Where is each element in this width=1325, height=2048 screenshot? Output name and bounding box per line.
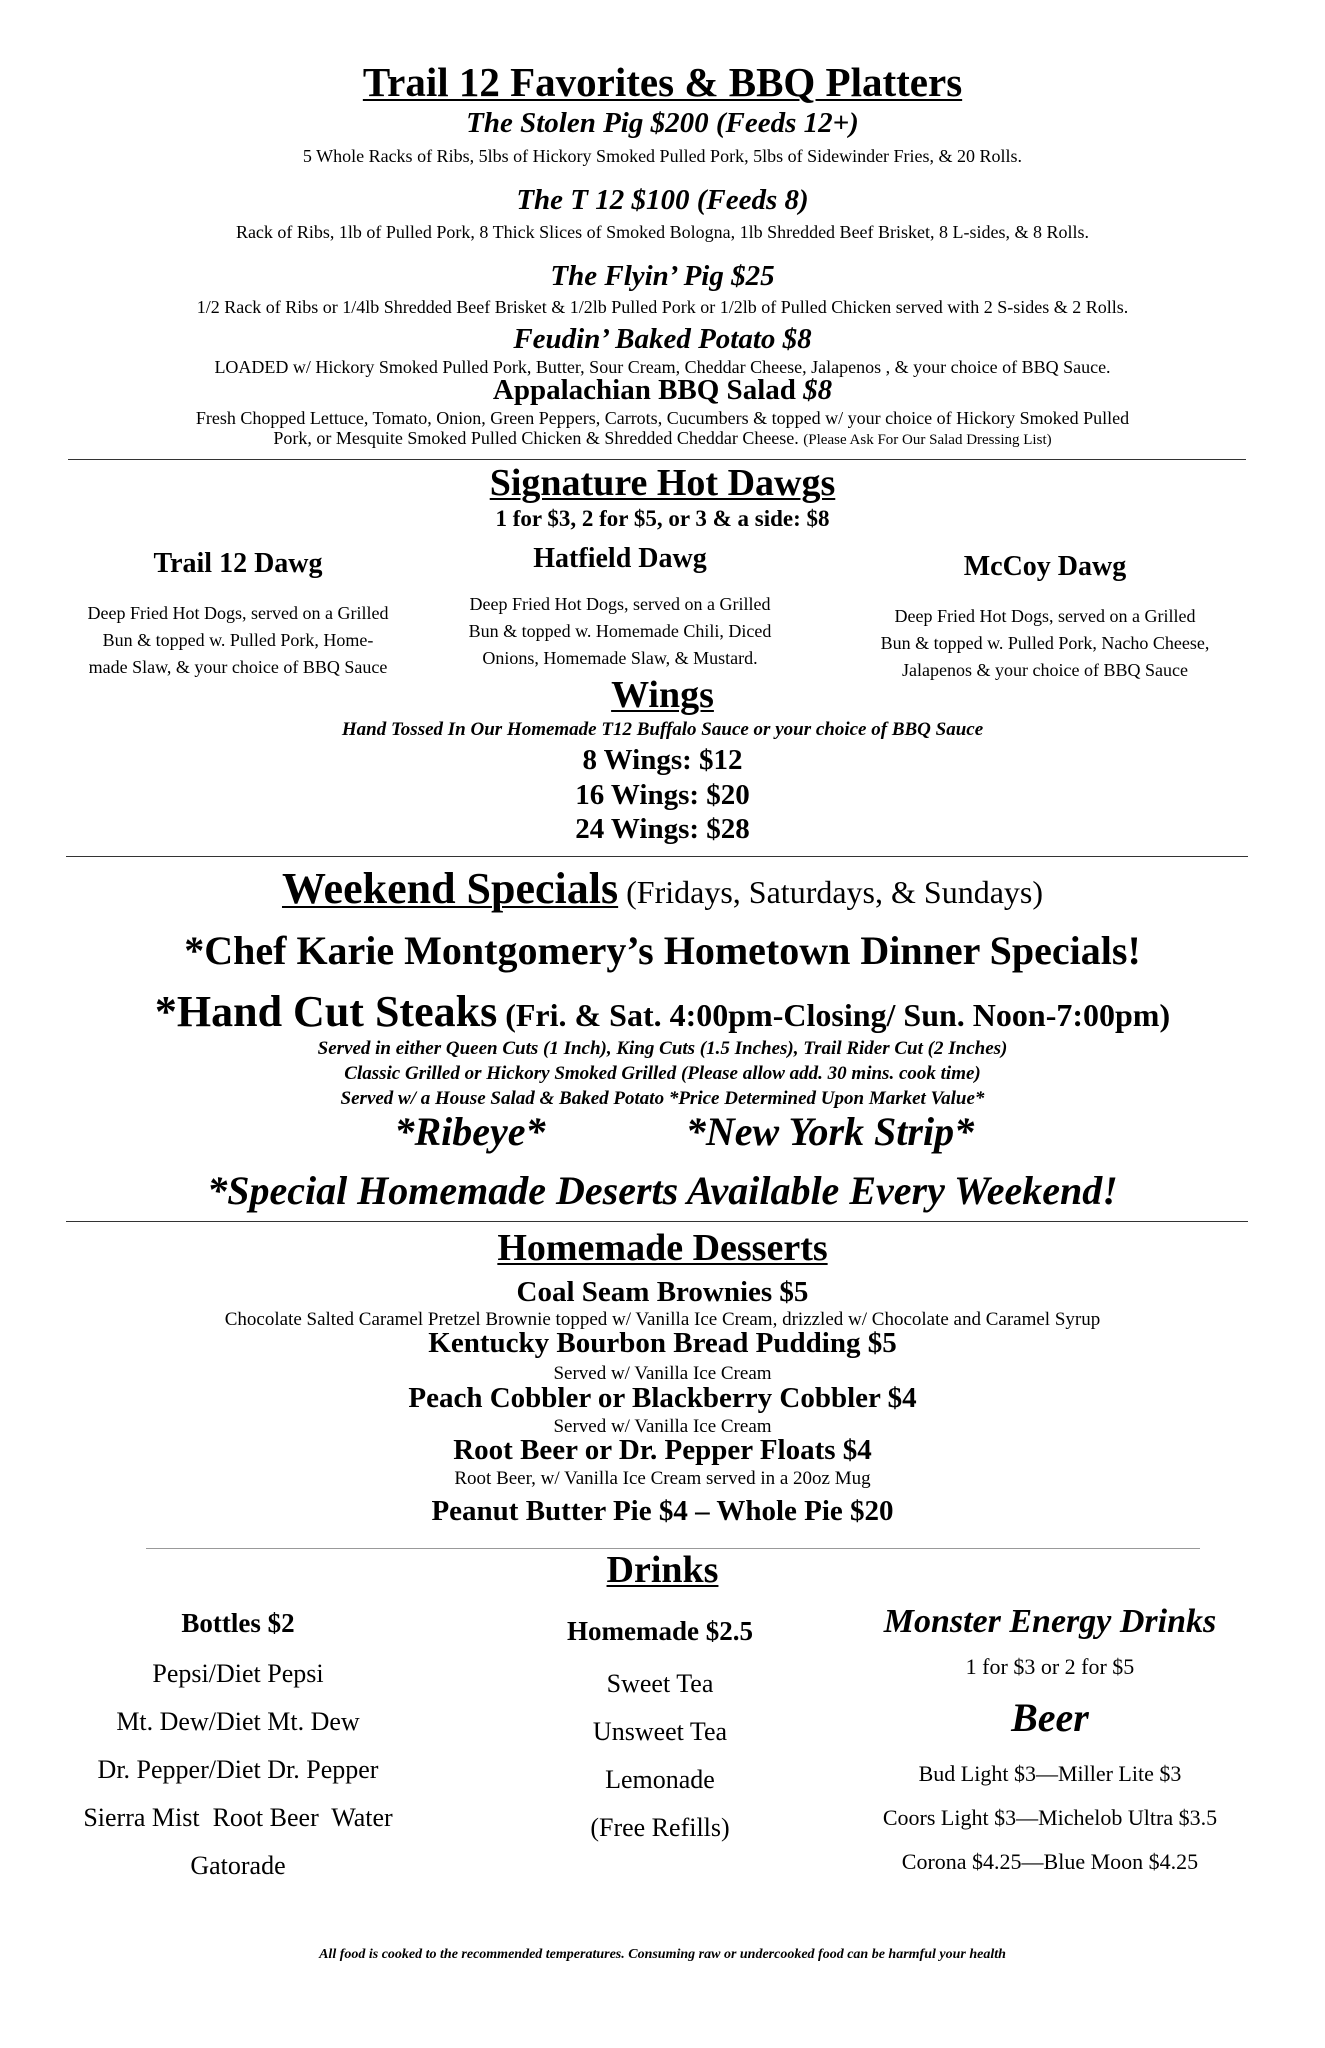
footer-disclaimer: All food is cooked to the recommended temperatures. Consuming raw or undercooked food can be harmful your health: [319, 1947, 1006, 1962]
wings-title: Wings: [611, 674, 714, 716]
salad-name: Appalachian BBQ Salad: [492, 374, 796, 406]
wings-option: 8 Wings: $12: [582, 744, 743, 776]
drink-item: Pepsi/Diet Pepsi: [152, 1659, 324, 1688]
drink-item: Sweet Tea: [606, 1669, 714, 1698]
homemade-title: Homemade $2.5: [567, 1616, 753, 1646]
beer-title: Beer: [1011, 1695, 1089, 1740]
drink-item: Unsweet Tea: [592, 1717, 728, 1746]
menu-item-desc: Rack of Ribs, 1lb of Pulled Pork, 8 Thick Slices of Smoked Bologna, 1lb Shredded Beef Brisket, 8 L-sides, & 8 Rolls.: [235, 222, 1090, 242]
monster-title: Monster Energy Drinks: [883, 1603, 1217, 1640]
dawg-name: McCoy Dawg: [963, 551, 1127, 582]
menu-item-desc: 5 Whole Racks of Ribs, 5lbs of Hickory Smoked Pulled Pork, 5lbs of Sidewinder Fries, & 20 Rolls.: [302, 146, 1023, 166]
dessert-name: Root Beer or Dr. Pepper Floats $4: [453, 1434, 872, 1466]
dawg-desc-line: Deep Fried Hot Dogs, served on a Grilled: [469, 594, 771, 614]
steaks-hours: (Fri. & Sat. 4:00pm-Closing/ Sun. Noon-7:00pm): [505, 997, 1171, 1033]
divider: [68, 459, 1246, 460]
dawg-desc-line: Deep Fried Hot Dogs, served on a Grilled: [87, 603, 389, 623]
salad-desc-text: Pork, or Mesquite Smoked Pulled Chicken & Shredded Cheddar Cheese.: [273, 428, 799, 448]
steak-info-line: Served in either Queen Cuts (1 Inch), King Cuts (1.5 Inches), Trail Rider Cut (2 Inches): [317, 1038, 1008, 1059]
dessert-name: Coal Seam Brownies $5: [516, 1276, 809, 1308]
weekend-header: [0, 863, 1325, 914]
drinks-homemade: [500, 1612, 820, 1852]
menu-item-name: The Stolen Pig $200 (Feeds 12+): [466, 107, 859, 139]
dawg-desc-line: Deep Fried Hot Dogs, served on a Grilled: [894, 606, 1196, 626]
drink-item: Gatorade: [190, 1851, 286, 1880]
dessert-pie: Peanut Butter Pie $4 – Whole Pie $20: [431, 1495, 894, 1527]
dessert-name: Kentucky Bourbon Bread Pudding $5: [428, 1327, 897, 1359]
beer-item: Corona $4.25—Blue Moon $4.25: [901, 1849, 1199, 1874]
chef-specials: *Chef Karie Montgomery’s Hometown Dinner Specials!: [184, 928, 1141, 973]
menu-item-name: Feudin’ Baked Potato $8: [513, 323, 812, 355]
menu-item-name: The Flyin’ Pig $25: [550, 260, 775, 292]
drink-item: (Free Refills): [590, 1813, 730, 1842]
dawg-desc-line: Bun & topped w. Homemade Chili, Diced: [468, 621, 772, 641]
steaks-header: [0, 986, 1325, 1037]
beer-item: Coors Light $3—Michelob Ultra $3.5: [882, 1805, 1218, 1830]
divider: [66, 856, 1248, 857]
desserts-title: Homemade Desserts: [497, 1227, 828, 1269]
steak-info-line: Served w/ a House Salad & Baked Potato *Price Determined Upon Market Value*: [340, 1088, 985, 1109]
salad-title: [0, 374, 1325, 407]
menu-item-desc: 1/2 Rack of Ribs or 1/4lb Shredded Beef Brisket & 1/2lb Pulled Pork or 1/2lb of Pulled Chicken served with 2 S-sides & 2 Rolls.: [196, 297, 1129, 317]
menu-item-desc: LOADED w/ Hickory Smoked Pulled Pork, Butter, Sour Cream, Cheddar Cheese, Jalapenos , & your choice of BBQ Sauce.: [214, 357, 1111, 377]
drinks-title: Drinks: [606, 1549, 719, 1591]
weekend-deserts: *Special Homemade Deserts Available Every Weekend!: [207, 1168, 1118, 1213]
wings-desc: Hand Tossed In Our Homemade T12 Buffalo Sauce or your choice of BBQ Sauce: [341, 719, 984, 740]
hotdawgs-title: Signature Hot Dawgs: [489, 462, 836, 504]
monster-pricing: 1 for $3 or 2 for $5: [965, 1654, 1135, 1679]
salad-desc-line2: [0, 428, 1325, 449]
dessert-desc: Served w/ Vanilla Ice Cream: [553, 1363, 772, 1384]
dawg-desc-line: Bun & topped w. Pulled Pork, Home-: [102, 630, 374, 650]
dawg-desc-line: Bun & topped w. Pulled Pork, Nacho Cheese,: [880, 633, 1210, 653]
drink-item: Mt. Dew/Diet Mt. Dew: [116, 1707, 360, 1736]
drink-item: Dr. Pepper/Diet Dr. Pepper: [97, 1755, 379, 1784]
drinks-bottles: [68, 1604, 408, 1890]
weekend-title: Weekend Specials: [281, 864, 619, 913]
dawg-desc-line: made Slaw, & your choice of BBQ Sauce: [88, 657, 388, 677]
salad-price: $8: [803, 374, 833, 406]
bottles-title: Bottles $2: [181, 1608, 295, 1638]
drink-item: Lemonade: [605, 1765, 715, 1794]
favorites-title: Trail 12 Favorites & BBQ Platters: [362, 59, 963, 105]
salad-note: (Please Ask For Our Salad Dressing List): [803, 432, 1052, 448]
dawg-item: [835, 548, 1255, 684]
steak-cut-nystrip: *New York Strip*: [685, 1109, 975, 1154]
salad-desc-line1: Fresh Chopped Lettuce, Tomato, Onion, Green Peppers, Carrots, Cucumbers & topped w/ your choice of Hickory Smoked Pulled: [195, 408, 1130, 428]
dawg-name: Hatfield Dawg: [533, 543, 707, 574]
drinks-monster-beer: [830, 1600, 1270, 1884]
steaks-title: *Hand Cut Steaks: [154, 987, 498, 1036]
steak-cut-ribeye: *Ribeye*: [394, 1109, 546, 1154]
wings-option: 24 Wings: $28: [575, 813, 750, 845]
dawg-item: [450, 540, 790, 672]
divider: [66, 1221, 1248, 1222]
dawg-name: Trail 12 Dawg: [153, 548, 323, 579]
weekend-days: (Fridays, Saturdays, & Sundays): [626, 874, 1043, 910]
menu-item-name: The T 12 $100 (Feeds 8): [516, 184, 809, 216]
dawg-desc-line: Onions, Homemade Slaw, & Mustard.: [482, 648, 758, 668]
dessert-desc: Served w/ Vanilla Ice Cream: [553, 1416, 772, 1437]
hotdawgs-pricing: 1 for $3, 2 for $5, or 3 & a side: $8: [495, 506, 830, 531]
dessert-desc: Chocolate Salted Caramel Pretzel Brownie topped w/ Vanilla Ice Cream, drizzled w/ Chocolate and Caramel Syrup: [224, 1309, 1101, 1330]
beer-item: Bud Light $3—Miller Lite $3: [918, 1761, 1182, 1786]
steak-info-line: Classic Grilled or Hickory Smoked Grilled (Please allow add. 30 mins. cook time): [344, 1063, 981, 1084]
drink-item: Sierra Mist Root Beer Water: [83, 1803, 393, 1832]
dawg-item: [68, 545, 408, 681]
wings-option: 16 Wings: $20: [575, 779, 750, 811]
dessert-name: Peach Cobbler or Blackberry Cobbler $4: [408, 1382, 917, 1414]
dessert-desc: Root Beer, w/ Vanilla Ice Cream served in a 20oz Mug: [454, 1468, 871, 1489]
dawg-desc-line: Jalapenos & your choice of BBQ Sauce: [902, 660, 1188, 680]
